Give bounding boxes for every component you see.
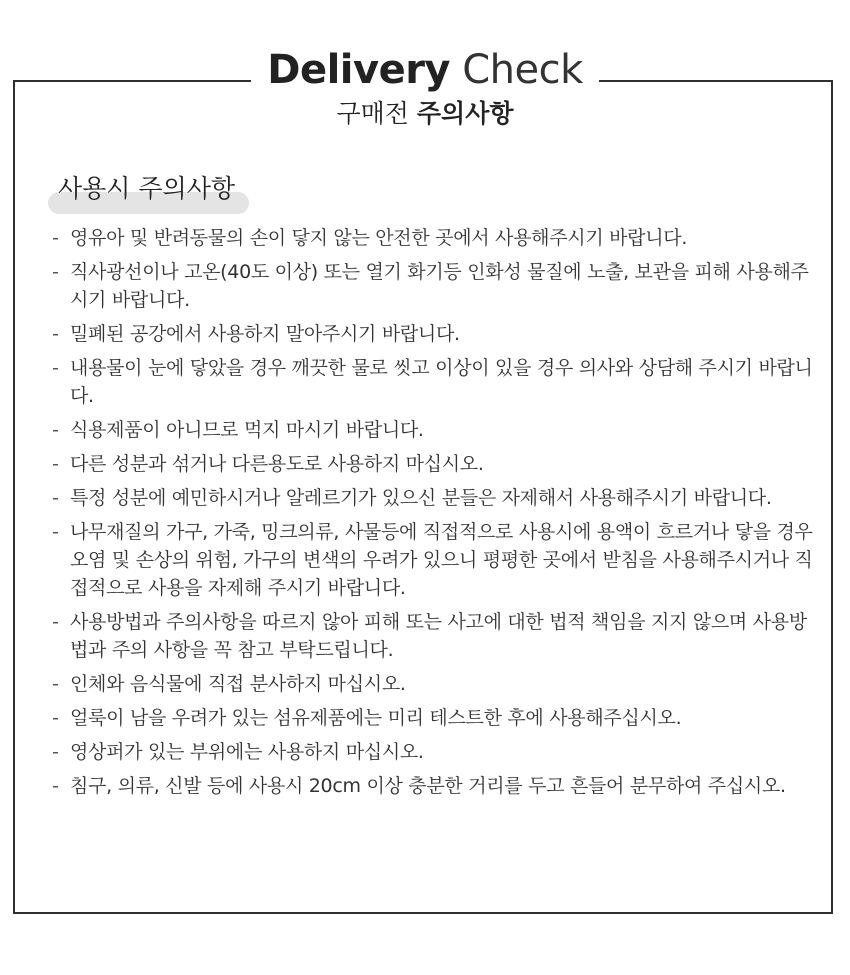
list-item (52, 670, 822, 698)
page-subtitle (0, 96, 850, 132)
list-item (52, 772, 822, 800)
list-item-text: 식용제품이 아니므로 먹지 마시기 바랍니다. (70, 419, 424, 441)
caution-list (52, 224, 822, 806)
bullet-dash: - (52, 707, 59, 729)
list-item (52, 608, 822, 664)
list-item-text: 침구, 의류, 신발 등에 사용시 20cm 이상 충분한 거리를 두고 흔들어 분무하여 주십시오. (70, 775, 786, 797)
section-heading (48, 168, 249, 216)
list-item-text: 특정 성분에 예민하시거나 알레르기가 있으신 분들은 자제해서 사용해주시기 바랍니다. (70, 487, 772, 509)
bullet-dash: - (52, 775, 59, 797)
bullet-dash: - (52, 453, 59, 475)
list-item-text: 영상퍼가 있는 부위에는 사용하지 마십시오. (70, 741, 424, 763)
list-item-text: 얼룩이 남을 우려가 있는 섬유제품에는 미리 테스트한 후에 사용해주십시오. (70, 707, 682, 729)
list-item (52, 416, 822, 444)
bullet-dash: - (52, 357, 59, 379)
list-item-text: 인체와 음식물에 직접 분사하지 마십시오. (70, 673, 406, 695)
bullet-dash: - (52, 227, 59, 249)
list-item-text: 내용물이 눈에 닿았을 경우 깨끗한 물로 씻고 이상이 있을 경우 의사와 상담해 주시기 바랍니다. (70, 357, 813, 407)
bullet-dash: - (52, 419, 59, 441)
list-item-text: 사용방법과 주의사항을 따르지 않아 피해 또는 사고에 대한 법적 책임을 지지 않으며 사용방법과 주의 사항을 꼭 참고 부탁드립니다. (70, 611, 807, 661)
list-item (52, 518, 822, 602)
bullet-dash: - (52, 611, 59, 633)
bullet-dash: - (52, 673, 59, 695)
list-item-text: 밀폐된 공강에서 사용하지 말아주시기 바랍니다. (70, 323, 460, 345)
list-item (52, 354, 822, 410)
list-item (52, 224, 822, 252)
list-item (52, 484, 822, 512)
list-item (52, 258, 822, 314)
title-light: Check (462, 47, 583, 93)
title-area (0, 44, 850, 96)
list-item-text: 영유아 및 반려동물의 손이 닿지 않는 안전한 곳에서 사용해주시기 바랍니다. (70, 227, 688, 249)
list-item (52, 738, 822, 766)
bullet-dash: - (52, 741, 59, 763)
list-item-text: 다른 성분과 섞거나 다른용도로 사용하지 마십시오. (70, 453, 484, 475)
list-item-text: 직사광선이나 고온(40도 이상) 또는 열기 화기등 인화성 물질에 노출, 보관을 피해 사용해주시기 바랍니다. (70, 261, 809, 311)
page-title (251, 44, 599, 96)
list-item-text: 나무재질의 가구, 가죽, 밍크의류, 사물등에 직접적으로 사용시에 용액이 흐르거나 닿을 경우 오염 및 손상의 위험, 가구의 변색의 우려가 있으니 평평한 곳에서 받침을 사용해주시거나 직접적으로 사용을 자제해 주시기 바랍니다. (70, 521, 813, 599)
list-item (52, 704, 822, 732)
section-heading-text: 사용시 주의사항 (58, 174, 235, 203)
subtitle-plain: 구매전 (336, 99, 409, 128)
list-item (52, 450, 822, 478)
bullet-dash: - (52, 261, 59, 283)
subtitle-bold: 주의사항 (416, 99, 514, 128)
title-bold: Delivery (267, 47, 450, 93)
bullet-dash: - (52, 487, 59, 509)
list-item (52, 320, 822, 348)
bullet-dash: - (52, 323, 59, 345)
bullet-dash: - (52, 521, 59, 543)
